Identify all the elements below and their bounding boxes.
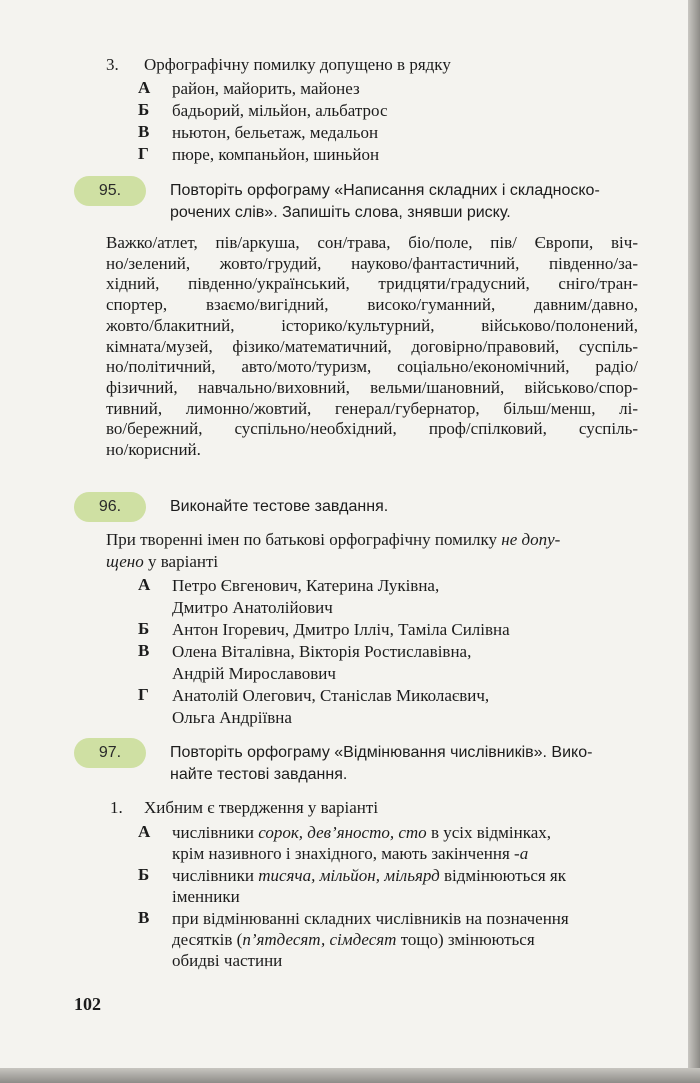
task3-question: Орфографічну помилку допущено в рядку xyxy=(144,55,451,74)
task3-option-text: бадьорий, мільйон, альбатрос xyxy=(172,101,388,120)
exercise-95-instruction-line: рочених слів». Запишіть слова, знявши риску. xyxy=(170,204,511,221)
word-list-line: кімната/музей, фізико/математичний, договірно/правовий, суспіль- xyxy=(106,336,638,356)
word-list-line: жовто/блакитний, історико/культурний, військово/полонений, xyxy=(106,315,638,335)
task3-option-text: ньютон, бельетаж, медальон xyxy=(172,123,379,142)
ex96-option-line: Дмитро Анатолійович xyxy=(172,598,333,617)
ex97-option-letter: Б xyxy=(138,865,150,884)
page-number: 102 xyxy=(74,994,101,1014)
ex97-option-a-line-2: крім називного і знахідного, мають закінчення -а xyxy=(172,844,529,863)
exercise-96-question-line-2: щено у варіанті xyxy=(106,552,219,571)
ex96-option-letter: А xyxy=(138,575,151,594)
ex96-option-line: Ольга Андріївна xyxy=(172,708,292,727)
word-list-line: хідний, південно/український, тридцяти/градусний, сніго/тран- xyxy=(106,274,638,294)
word-list-line: во/бережний, суспільно/необхідний, проф/спілковий, суспіль- xyxy=(106,419,638,439)
ex96-option-line: Анатолій Олегович, Станіслав Миколаєвич, xyxy=(172,686,490,705)
task3-number: 3. xyxy=(106,55,119,74)
exercise-96-question-line-1: При творенні імен по батькові орфографічну помилку не допу- xyxy=(106,530,561,549)
task3-option-letter: Б xyxy=(138,100,150,119)
exercise-97-instruction-line: найте тестові завдання. xyxy=(170,766,348,783)
ex97-option-b-line-1: числівники тисяча, мільйон, мільярд відмінюються як xyxy=(172,866,567,885)
ex96-option-line: Антон Ігоревич, Дмитро Ілліч, Таміла Силівна xyxy=(172,620,510,639)
task3-option-text: пюре, компаньйон, шиньйон xyxy=(172,145,380,164)
ex97-option-b-line-2: іменники xyxy=(172,887,240,906)
word-list-line: спортер, взаємо/вигідний, високо/гуманний, давним/давно, xyxy=(106,295,638,315)
ex96-option-letter: Б xyxy=(138,619,150,638)
ex97-option-c-line-3: обидві частини xyxy=(172,951,283,970)
ex96-option-line: Олена Віталівна, Вікторія Ростиславівна, xyxy=(172,642,472,661)
exercise-95-instruction-line: Повторіть орфограму «Написання складних і складноско- xyxy=(170,182,600,199)
exercise-95-badge: 95. xyxy=(74,176,146,206)
word-list-line: но/корисний. xyxy=(106,440,201,460)
task3-option-letter: Г xyxy=(138,144,149,163)
page-edge-bottom xyxy=(0,1068,700,1083)
ex97-task1-question: Хибним є твердження у варіанті xyxy=(144,798,379,817)
ex96-option-letter: Г xyxy=(138,685,149,704)
ex96-option-line: Петро Євгенович, Катерина Луківна, xyxy=(172,576,440,595)
ex97-option-c-line-2: десятків (п’ятдесят, сімдесят тощо) змінюються xyxy=(172,930,535,949)
exercise-95-word-list xyxy=(106,233,638,461)
exercise-97-badge: 97. xyxy=(74,738,146,768)
exercise-96-instruction: Виконайте тестове завдання. xyxy=(170,498,389,515)
task3-option-text: район, майорить, майонез xyxy=(172,79,360,98)
ex97-option-c-line-1: при відмінюванні складних числівників на позначення xyxy=(172,909,569,928)
task3-option-letter: А xyxy=(138,78,151,97)
ex96-option-line: Андрій Мирославович xyxy=(172,664,336,683)
task3-option-letter: В xyxy=(138,122,150,141)
page-edge-right xyxy=(688,0,700,1083)
ex97-task1-number: 1. xyxy=(110,798,123,817)
exercise-96-badge: 96. xyxy=(74,492,146,522)
ex97-option-letter: А xyxy=(138,822,151,841)
word-list-line: Важко/атлет, пів/аркуша, сон/трава, біо/поле, пів/ Європи, віч- xyxy=(106,233,638,252)
word-list-line: но/зелений, жовто/грудий, науково/фантастичний, південно/за- xyxy=(106,253,638,273)
word-list-line: фізичний, навчально/виховний, вельми/шановний, військово/спор- xyxy=(106,377,638,397)
exercise-97-instruction-line: Повторіть орфограму «Відмінювання числівників». Вико- xyxy=(170,744,593,761)
ex97-option-letter: В xyxy=(138,908,150,927)
word-list-line: но/політичний, авто/мото/туризм, соціально/економічний, радіо/ xyxy=(106,357,638,377)
ex97-option-a-line-1: числівники сорок, дев’яносто, сто в усіх відмінках, xyxy=(172,823,552,842)
word-list-line: тивний, лимонно/жовтий, генерал/губернатор, більш/менш, лі- xyxy=(106,398,638,418)
ex96-option-letter: В xyxy=(138,641,150,660)
